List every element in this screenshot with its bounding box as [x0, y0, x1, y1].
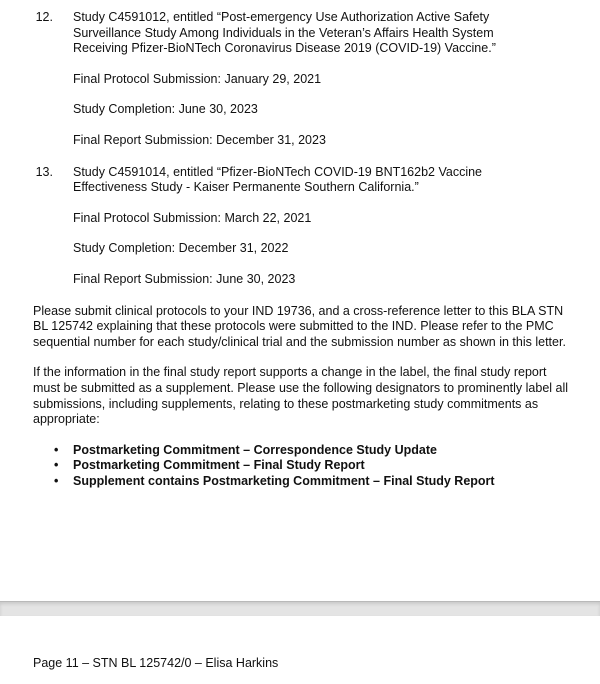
study-item-12 — [33, 10, 573, 149]
list-item — [33, 443, 573, 459]
document-page-footer-area — [0, 616, 600, 684]
study-body — [73, 165, 543, 288]
study-item-13 — [33, 165, 573, 288]
protocol-submission-paragraph: Please submit clinical protocols to your IND 19736, and a cross-reference letter to this BLA STN BL 125742 explaining that these protocols were submitted to the IND. Please refer to the PMC sequential number for each study/clinical trial and the submission number as shown in this letter. — [33, 303, 566, 349]
designator-list — [33, 443, 573, 490]
milestone-final-protocol: Final Protocol Submission: March 22, 2021 — [73, 210, 312, 225]
designator-text: Supplement contains Postmarketing Commitment – Final Study Report — [73, 473, 495, 488]
milestone-final-protocol: Final Protocol Submission: January 29, 2021 — [73, 71, 322, 86]
study-body — [73, 10, 543, 149]
page-footer: Page 11 – STN BL 125742/0 – Elisa Harkins — [33, 656, 279, 670]
designator-text: Postmarketing Commitment – Correspondence Study Update — [73, 442, 437, 457]
study-description: Study C4591012, entitled “Post-emergency Use Authorization Active Safety Surveillance Study Among Individuals in the Veteran’s Affairs Health System Receiving Pfizer-BioNTech Coronavirus Disease 2019 (COVID-19) Vaccine.” — [73, 10, 496, 56]
bullet-icon: • — [54, 458, 59, 473]
study-description: Study C4591014, entitled “Pfizer-BioNTech COVID-19 BNT162b2 Vaccine Effectiveness Study - Kaiser Permanente Southern California.” — [73, 164, 483, 195]
study-number: 13. — [35, 164, 53, 179]
designator-text: Postmarketing Commitment – Final Study Report — [73, 458, 365, 473]
list-item — [33, 458, 573, 474]
label-change-paragraph: If the information in the final study report supports a change in the label, the final study report must be submitted as a supplement. Please use the following designators to prominently label all submissions, including supplements, relating to these postmarketing study commitments as appropriate: — [33, 365, 569, 427]
milestone-final-report: Final Report Submission: June 30, 2023 — [73, 271, 296, 286]
milestone-final-report: Final Report Submission: December 31, 2023 — [73, 132, 326, 147]
list-item — [33, 474, 573, 490]
page-separator — [0, 601, 600, 616]
page-content — [33, 10, 573, 489]
milestone-study-completion: Study Completion: December 31, 2022 — [73, 241, 289, 256]
study-number: 12. — [35, 10, 53, 24]
bullet-icon: • — [54, 442, 59, 457]
bullet-icon: • — [54, 473, 59, 488]
milestone-study-completion: Study Completion: June 30, 2023 — [73, 102, 258, 117]
